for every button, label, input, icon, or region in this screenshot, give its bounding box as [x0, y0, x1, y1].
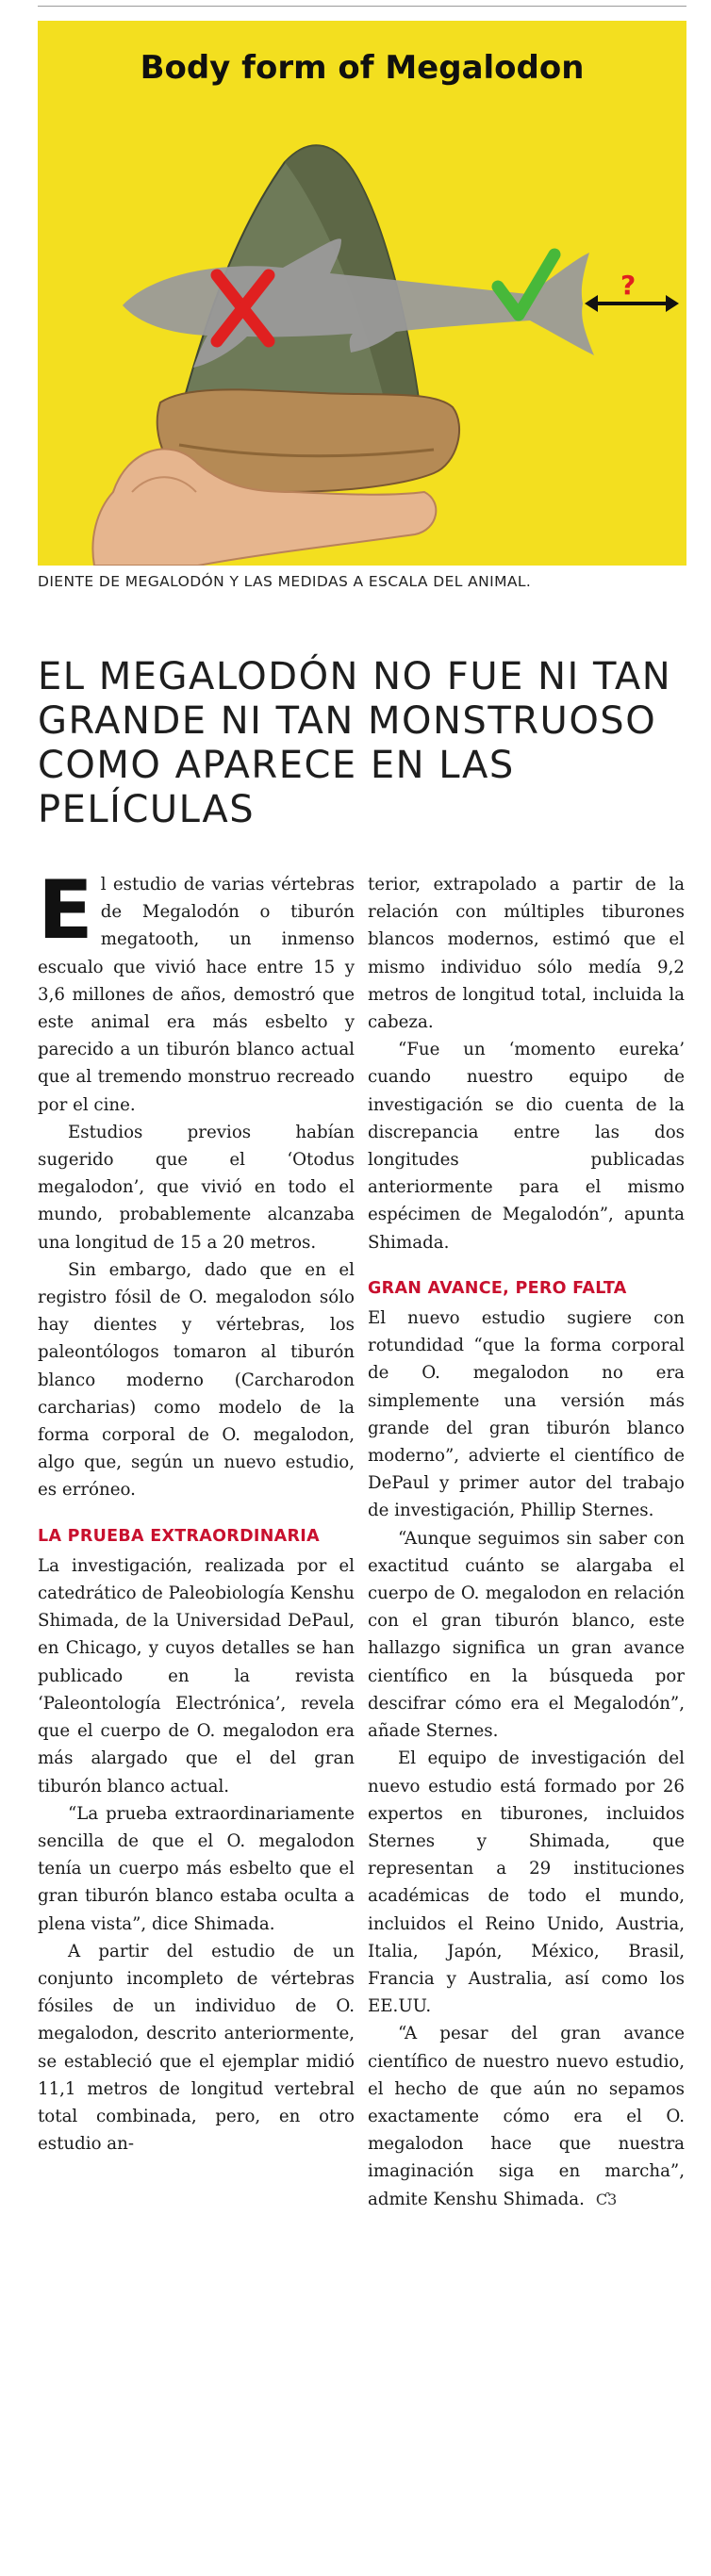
article-column-right	[368, 871, 685, 2213]
paragraph-3: Sin embargo, dado que en el registro fósil de O. megalodon sólo hay dientes y vértebras, los paleontólogos tomaron al tiburón blanco moderno (Carcharodon carcharias) como modelo de la forma corporal de O. megalodon, algo que, según un nuevo estudio, es erróneo.	[38, 1259, 355, 1501]
paragraph-6b: terior, extrapolado a partir de la relación con múltiples tiburones blancos modernos, estimó que el mismo individuo sólo medía 9,2 metros de longitud total, incluida la cabeza.	[368, 875, 685, 1033]
paragraph-1: El estudio de varias vértebras de Megalodón o tiburón megatooth, un inmenso escualo que vivió hace entre 15 y 3,6 millones de años, demostró que este animal era más esbelto y parecido a un tiburón blanco actual que al tremendo monstruo recreado por el cine.	[38, 863, 355, 1115]
paragraph-10: El equipo de investigación del nuevo estudio está formado por 26 expertos en tiburones, incluidos Sternes y Shimada, que representan a 29 instituciones académicas de todo el mundo, incluidos el Reino Unido, Austria, Italia, Japón, México, Brasil, Francia y Australia, así como los EE.UU.	[368, 1748, 685, 2017]
top-rule	[38, 6, 686, 7]
subhead-prueba: LA PRUEBA EXTRAORDINARIA	[38, 1526, 320, 1546]
photo-caption: DIENTE DE MEGALODÓN Y LAS MEDIDAS A ESCALA DEL ANIMAL.	[38, 573, 532, 590]
paragraph-6a: A partir del estudio de un conjunto incompleto de vértebras fósiles de un individuo de O. megalodon, descrito anteriormente, se estableció que el ejemplar midió 11,1 metros de longitud vertebral total combinada, pero, en otro estudio an-	[38, 1941, 355, 2155]
paragraph-11: “A pesar del gran avance científico de nuestro nuevo estudio, el hecho de que aún no sepamos exactamente cómo era el O. megalodon hace que nuestra imaginación siga en marcha”, admite Kenshu Shimada. Ƈ3	[368, 2024, 685, 2209]
question-mark: ?	[620, 270, 637, 301]
paragraph-7: “Fue un ‘momento eureka’ cuando nuestro equipo de investigación se dio cuenta de la discrepancia entre las dos longitudes publicadas anteriormente para el mismo espécimen de Megalodón”, apunta Shimada.	[368, 1040, 685, 1253]
drop-cap: E	[38, 863, 93, 958]
paragraph-5: “La prueba extraordinariamente sencilla de que el O. megalodon tenía un cuerpo más esbelto que el gran tiburón blanco estaba oculta a plena vista”, dice Shimada.	[38, 1803, 355, 1934]
photo-title: Body form of Megalodon	[140, 49, 585, 87]
end-mark: Ƈ3	[595, 2190, 618, 2208]
paragraph-9: “Aunque seguimos sin saber con exactitud cuánto se alargaba el cuerpo de O. megalodon en relación con el gran tiburón blanco, este hallazgo significa un gran avance científico en la búsqueda por descifrar cómo era el Megalodón”, añade Sternes.	[368, 1528, 685, 1742]
paragraph-8: El nuevo estudio sugiere con rotundidad “que la forma corporal de O. megalodon no era simplemente una versión más grande del gran tiburón blanco moderno”, advierte el científico de DePaul y primer autor del trabajo de investigación, Phillip Sternes.	[368, 1308, 685, 1521]
subhead-avance: GRAN AVANCE, PERO FALTA	[368, 1278, 627, 1298]
megalodon-photo	[38, 21, 686, 566]
headline: EL MEGALODÓN NO FUE NI TAN GRANDE NI TAN MONSTRUOSO COMO APARECE EN LAS PELÍCULAS	[38, 654, 672, 831]
article-column-left	[38, 863, 355, 2158]
paragraph-2: Estudios previos habían sugerido que el ‘Otodus megalodon’, que vivió en todo el mundo, probablemente alcanzaba una longitud de 15 a 20 metros.	[38, 1122, 355, 1253]
megalodon-illustration	[38, 21, 686, 566]
paragraph-4: La investigación, realizada por el catedrático de Paleobiología Kenshu Shimada, de la Universidad DePaul, en Chicago, y cuyos detalles se han publicado en la revista ‘Paleontología Electrónica’, revela que el cuerpo de O. megalodon era más alargado que el del gran tiburón blanco actual.	[38, 1555, 355, 1797]
